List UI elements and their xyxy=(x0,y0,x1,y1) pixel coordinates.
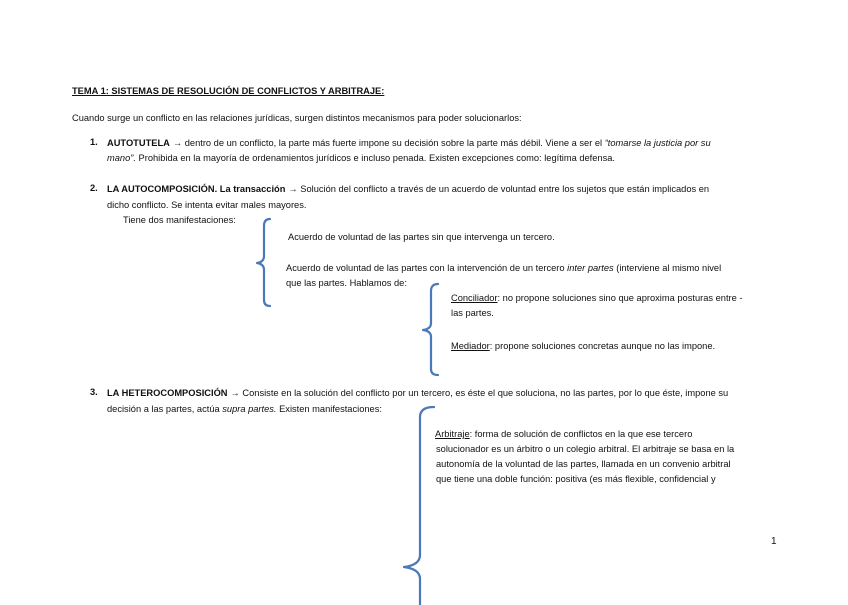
item-2-line-2: dicho conflicto. Se intenta evitar males mayores. xyxy=(107,200,307,210)
item-1-text-1: dentro de un conflicto, la parte más fuerte impone su decisión sobre la parte más débil. Viene a ser el xyxy=(182,138,605,148)
item-2-option-2-line-2: que las partes. Hablamos de: xyxy=(286,278,407,288)
mediador-text: : propone soluciones concretas aunque no las impone. xyxy=(489,341,716,351)
item-3-text-2a: decisión a las partes, actúa xyxy=(107,404,223,414)
option-2-italic: inter partes xyxy=(567,263,614,273)
item-1-line-2 xyxy=(107,151,615,166)
arbitraje-line-3: autonomía de la voluntad de las partes, llamada en un convenio arbitral xyxy=(436,459,731,469)
page-number: 1 xyxy=(771,536,777,547)
conciliador-term: Conciliador xyxy=(451,293,498,303)
item-2-text-1: Solución del conflicto a través de un acuerdo de voluntad entre los sujetos que están implicados en xyxy=(297,184,710,194)
item-1-line-1 xyxy=(107,136,711,151)
item-2-line-1 xyxy=(107,182,709,197)
left-brace-icon xyxy=(422,283,444,377)
item-1-text-2: Prohibida en la mayoría de ordenamientos jurídicos e incluso penada. Existen excepciones como: legítima defensa. xyxy=(135,153,616,163)
arrow-icon: → xyxy=(172,138,183,148)
arbitraje-term: Arbitraje xyxy=(435,429,470,439)
document-title: TEMA 1: SISTEMAS DE RESOLUCIÓN DE CONFLICTOS Y ARBITRAJE: xyxy=(72,86,385,96)
item-2-option-2-line-1 xyxy=(286,261,721,276)
intro-paragraph: Cuando surge un conflicto en las relaciones jurídicas, surgen distintos mecanismos para poder solucionarlos: xyxy=(72,113,522,123)
arbitraje-text-1: : forma de solución de conflictos en la que ese tercero xyxy=(469,429,693,439)
left-brace-icon xyxy=(400,405,436,605)
conciliador-text: : no propone soluciones sino que aproxima posturas entre - xyxy=(497,293,743,303)
item-3-number: 3. xyxy=(90,387,98,397)
item-3-text-2b: Existen manifestaciones: xyxy=(276,404,382,414)
item-3-text-1: Consiste en la solución del conflicto por un tercero, es éste el que soluciona, no las partes, por lo que éste, impone su xyxy=(239,388,729,398)
item-3-italic: supra partes. xyxy=(222,404,277,414)
mediador-term: Mediador xyxy=(451,341,490,351)
item-1-heading: AUTOTUTELA xyxy=(107,138,170,148)
arrow-icon: → xyxy=(230,388,240,398)
left-brace-icon xyxy=(256,218,276,308)
arrow-icon: → xyxy=(288,184,298,194)
item-3-heading: LA HETEROCOMPOSICIÓN xyxy=(107,388,228,398)
option-2-text-b: (interviene al mismo nivel xyxy=(613,263,722,273)
arbitraje-line-2: solucionador es un árbitro o un colegio arbitral. El arbitraje se basa en la xyxy=(436,444,735,454)
item-2-option-1: Acuerdo de voluntad de las partes sin que intervenga un tercero. xyxy=(288,232,555,242)
item-1-quote-1: “tomarse la justicia por su xyxy=(604,138,711,148)
item-3-line-1 xyxy=(107,386,728,401)
item-1-quote-2: mano”. xyxy=(107,153,136,163)
conciliador-line-1 xyxy=(451,291,742,306)
item-2-manifest-label: Tiene dos manifestaciones: xyxy=(123,215,236,225)
item-2-heading: LA AUTOCOMPOSICIÓN. La transacción xyxy=(107,184,286,194)
arbitraje-line-4: que tiene una doble función: positiva (es más flexible, confidencial y xyxy=(436,474,716,484)
conciliador-line-2: las partes. xyxy=(451,308,494,318)
mediador-line xyxy=(451,339,715,354)
item-2-number: 2. xyxy=(90,183,98,193)
item-1-number: 1. xyxy=(90,137,98,147)
arbitraje-line-1 xyxy=(435,427,692,442)
item-3-line-2 xyxy=(107,402,382,417)
option-2-text-a: Acuerdo de voluntad de las partes con la intervención de un tercero xyxy=(286,263,568,273)
